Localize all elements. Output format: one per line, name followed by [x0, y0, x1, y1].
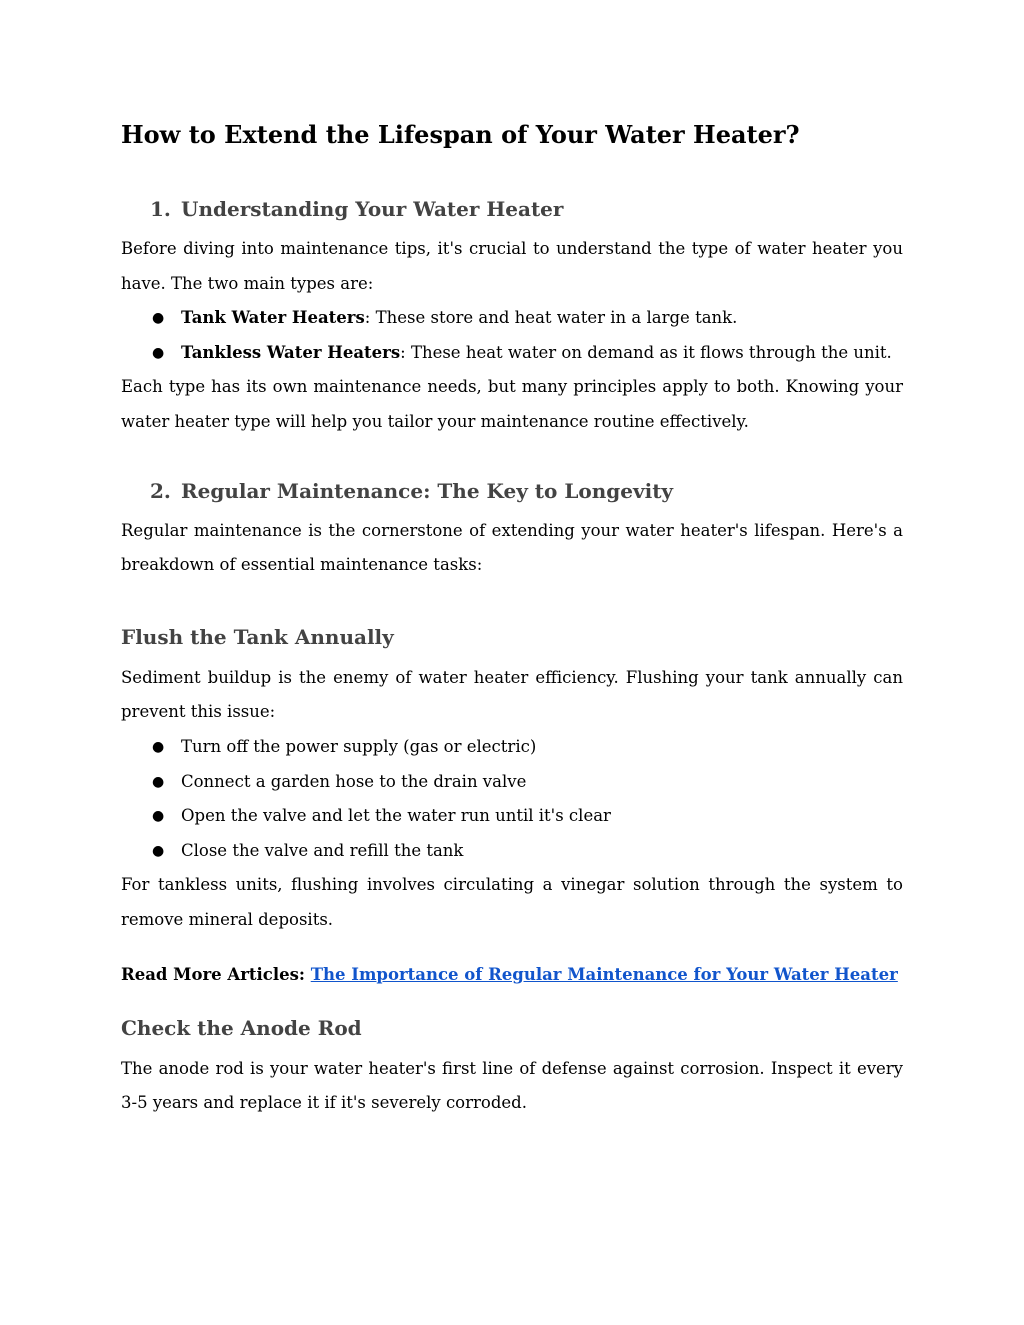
bullet-icon: ●	[152, 773, 165, 790]
section-1-intro: Before diving into maintenance tips, it's crucial to understand the type of water heater you have. The two main types are:	[121, 239, 903, 293]
type-name: Tank Water Heaters	[181, 308, 365, 328]
read-more	[121, 962, 903, 988]
section-2-title: Regular Maintenance: The Key to Longevity	[181, 478, 674, 503]
anode-body: The anode rod is your water heater's first line of defense against corrosion. Inspect it every 3-5 years and replace it if it's severely corroded.	[121, 1058, 903, 1113]
list-item	[121, 834, 903, 869]
read-more-label: Read More Articles:	[121, 964, 305, 984]
section-1-closing: Each type has its own maintenance needs, but many principles apply to both. Knowing your water heater type will help you tailor your maintenance routine effectively.	[121, 377, 903, 431]
list-item	[121, 765, 903, 800]
type-desc: : These store and heat water in a large tank.	[364, 308, 738, 328]
list-item	[121, 799, 903, 834]
flush-steps-list	[121, 730, 903, 868]
step-text: Open the valve and let the water run until it's clear	[181, 806, 611, 826]
type-name: Tankless Water Heaters	[181, 342, 401, 362]
step-text: Turn off the power supply (gas or electric)	[181, 736, 537, 756]
anode-heading: Check the Anode Rod	[121, 1015, 362, 1040]
bullet-icon: ●	[152, 310, 165, 327]
section-1-heading	[121, 192, 903, 226]
flush-closing: For tankless units, flushing involves circulating a vinegar solution through the system to remove mineral deposits.	[121, 875, 903, 929]
bullet-icon: ●	[152, 808, 165, 825]
step-text: Connect a garden hose to the drain valve	[181, 771, 527, 791]
bullet-icon: ●	[152, 842, 165, 859]
document-page	[121, 112, 903, 1121]
bullet-icon: ●	[152, 344, 165, 361]
flush-heading: Flush the Tank Annually	[121, 624, 394, 649]
step-text: Close the valve and refill the tank	[181, 840, 464, 860]
section-2-heading	[121, 474, 903, 508]
list-item	[121, 301, 903, 336]
read-more-link[interactable]: The Importance of Regular Maintenance for Your Water Heater	[310, 964, 898, 984]
flush-intro: Sediment buildup is the enemy of water heater efficiency. Flushing your tank annually can prevent this issue:	[121, 667, 903, 722]
page-title: How to Extend the Lifespan of Your Water Heater?	[121, 120, 800, 149]
section-1-title: Understanding Your Water Heater	[181, 197, 564, 221]
bullet-icon: ●	[152, 738, 165, 755]
type-desc: : These heat water on demand as it flows through the unit.	[400, 342, 892, 362]
heater-types-list	[121, 301, 903, 370]
list-item	[121, 730, 903, 765]
list-item	[121, 336, 903, 371]
section-1-number: 1.	[150, 197, 171, 221]
section-2-number: 2.	[150, 478, 171, 503]
section-2-intro: Regular maintenance is the cornerstone of extending your water heater's lifespan. Here's a breakdown of essential maintenance tasks:	[121, 520, 903, 575]
